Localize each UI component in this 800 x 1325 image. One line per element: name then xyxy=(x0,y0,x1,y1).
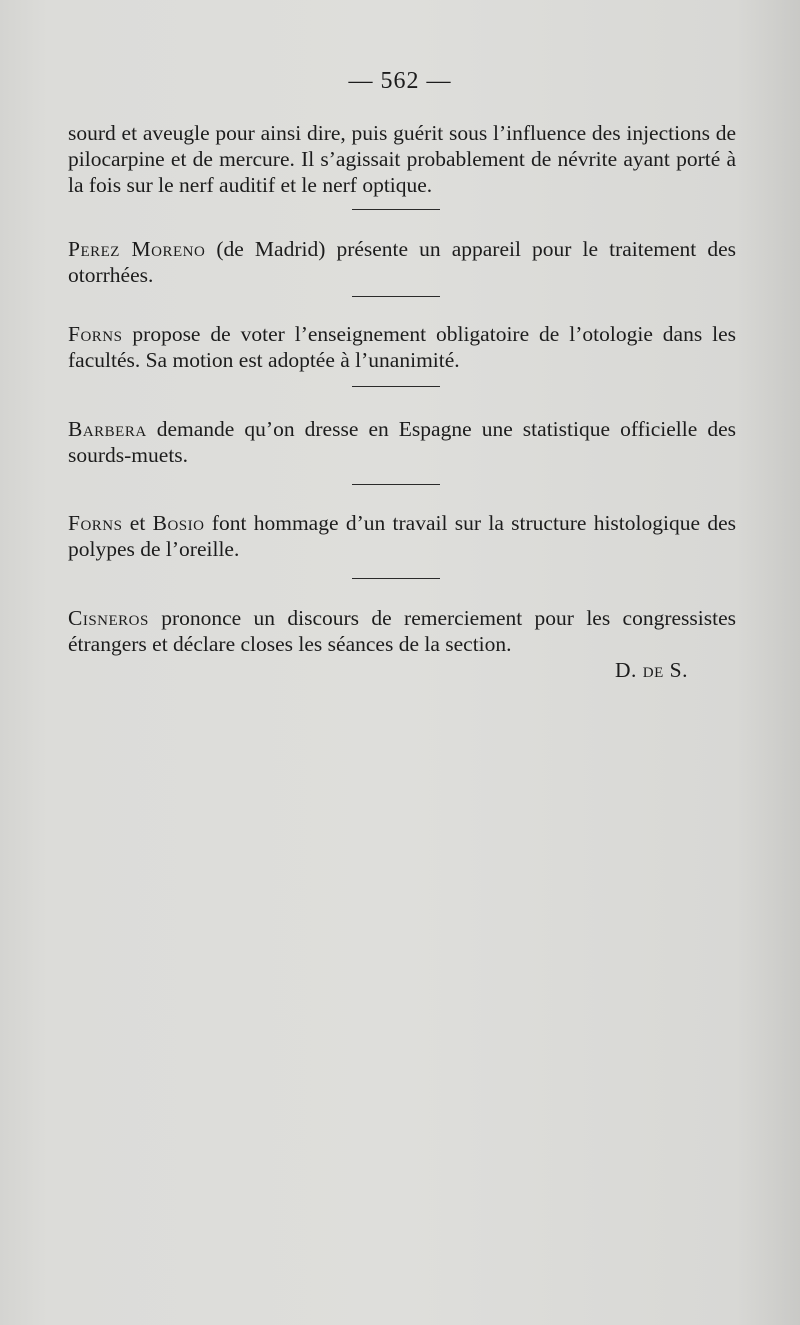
page-number: — 562 — xyxy=(348,68,452,94)
paragraph-text: font hommage d’un travail sur la structure histologique des polypes de l’oreille. xyxy=(68,511,736,561)
paragraph-text: sourd et aveugle pour ainsi dire, puis guérit sous l’influence des injections de pilocarpine et de mercure. Il s’agissait probablement de névrite ayant porté à la fois sur le nerf auditif et le nerf optique. xyxy=(68,121,736,197)
paragraph-text: demande qu’on dresse en Espagne une statistique officielle des sourds-muets. xyxy=(68,417,736,467)
paragraph-text: prononce un discours de remerciement pour les congressistes étrangers et déclare closes les séances de la section. xyxy=(68,606,736,656)
paragraph-text: (de Madrid) présente un appareil pour le traitement des otorrhées. xyxy=(68,237,736,287)
section-divider xyxy=(352,484,440,485)
paragraph-text: propose de voter l’enseignement obligatoire de l’otologie dans les facultés. Sa motion est adoptée à l’unanimité. xyxy=(68,322,736,372)
speaker-name: Forns xyxy=(68,511,123,535)
connector-text: et xyxy=(122,511,153,535)
paragraph-continuation xyxy=(68,120,736,198)
speaker-name: Barbera xyxy=(68,417,147,441)
paragraph-forns-bosio xyxy=(68,510,736,562)
paragraph-forns-motion xyxy=(68,321,736,373)
section-divider xyxy=(352,209,440,210)
section-divider xyxy=(352,386,440,387)
signature: D. de S. xyxy=(615,658,688,682)
paragraph-barbera xyxy=(68,416,736,468)
speaker-name: Forns xyxy=(68,322,123,346)
section-divider xyxy=(352,578,440,579)
speaker-name-2: Bosio xyxy=(152,511,205,535)
speaker-name: Perez Moreno xyxy=(68,237,206,261)
speaker-name: Cisneros xyxy=(68,606,149,630)
paragraph-perez-moreno xyxy=(68,236,736,288)
section-divider xyxy=(352,296,440,297)
paragraph-cisneros xyxy=(68,605,736,657)
